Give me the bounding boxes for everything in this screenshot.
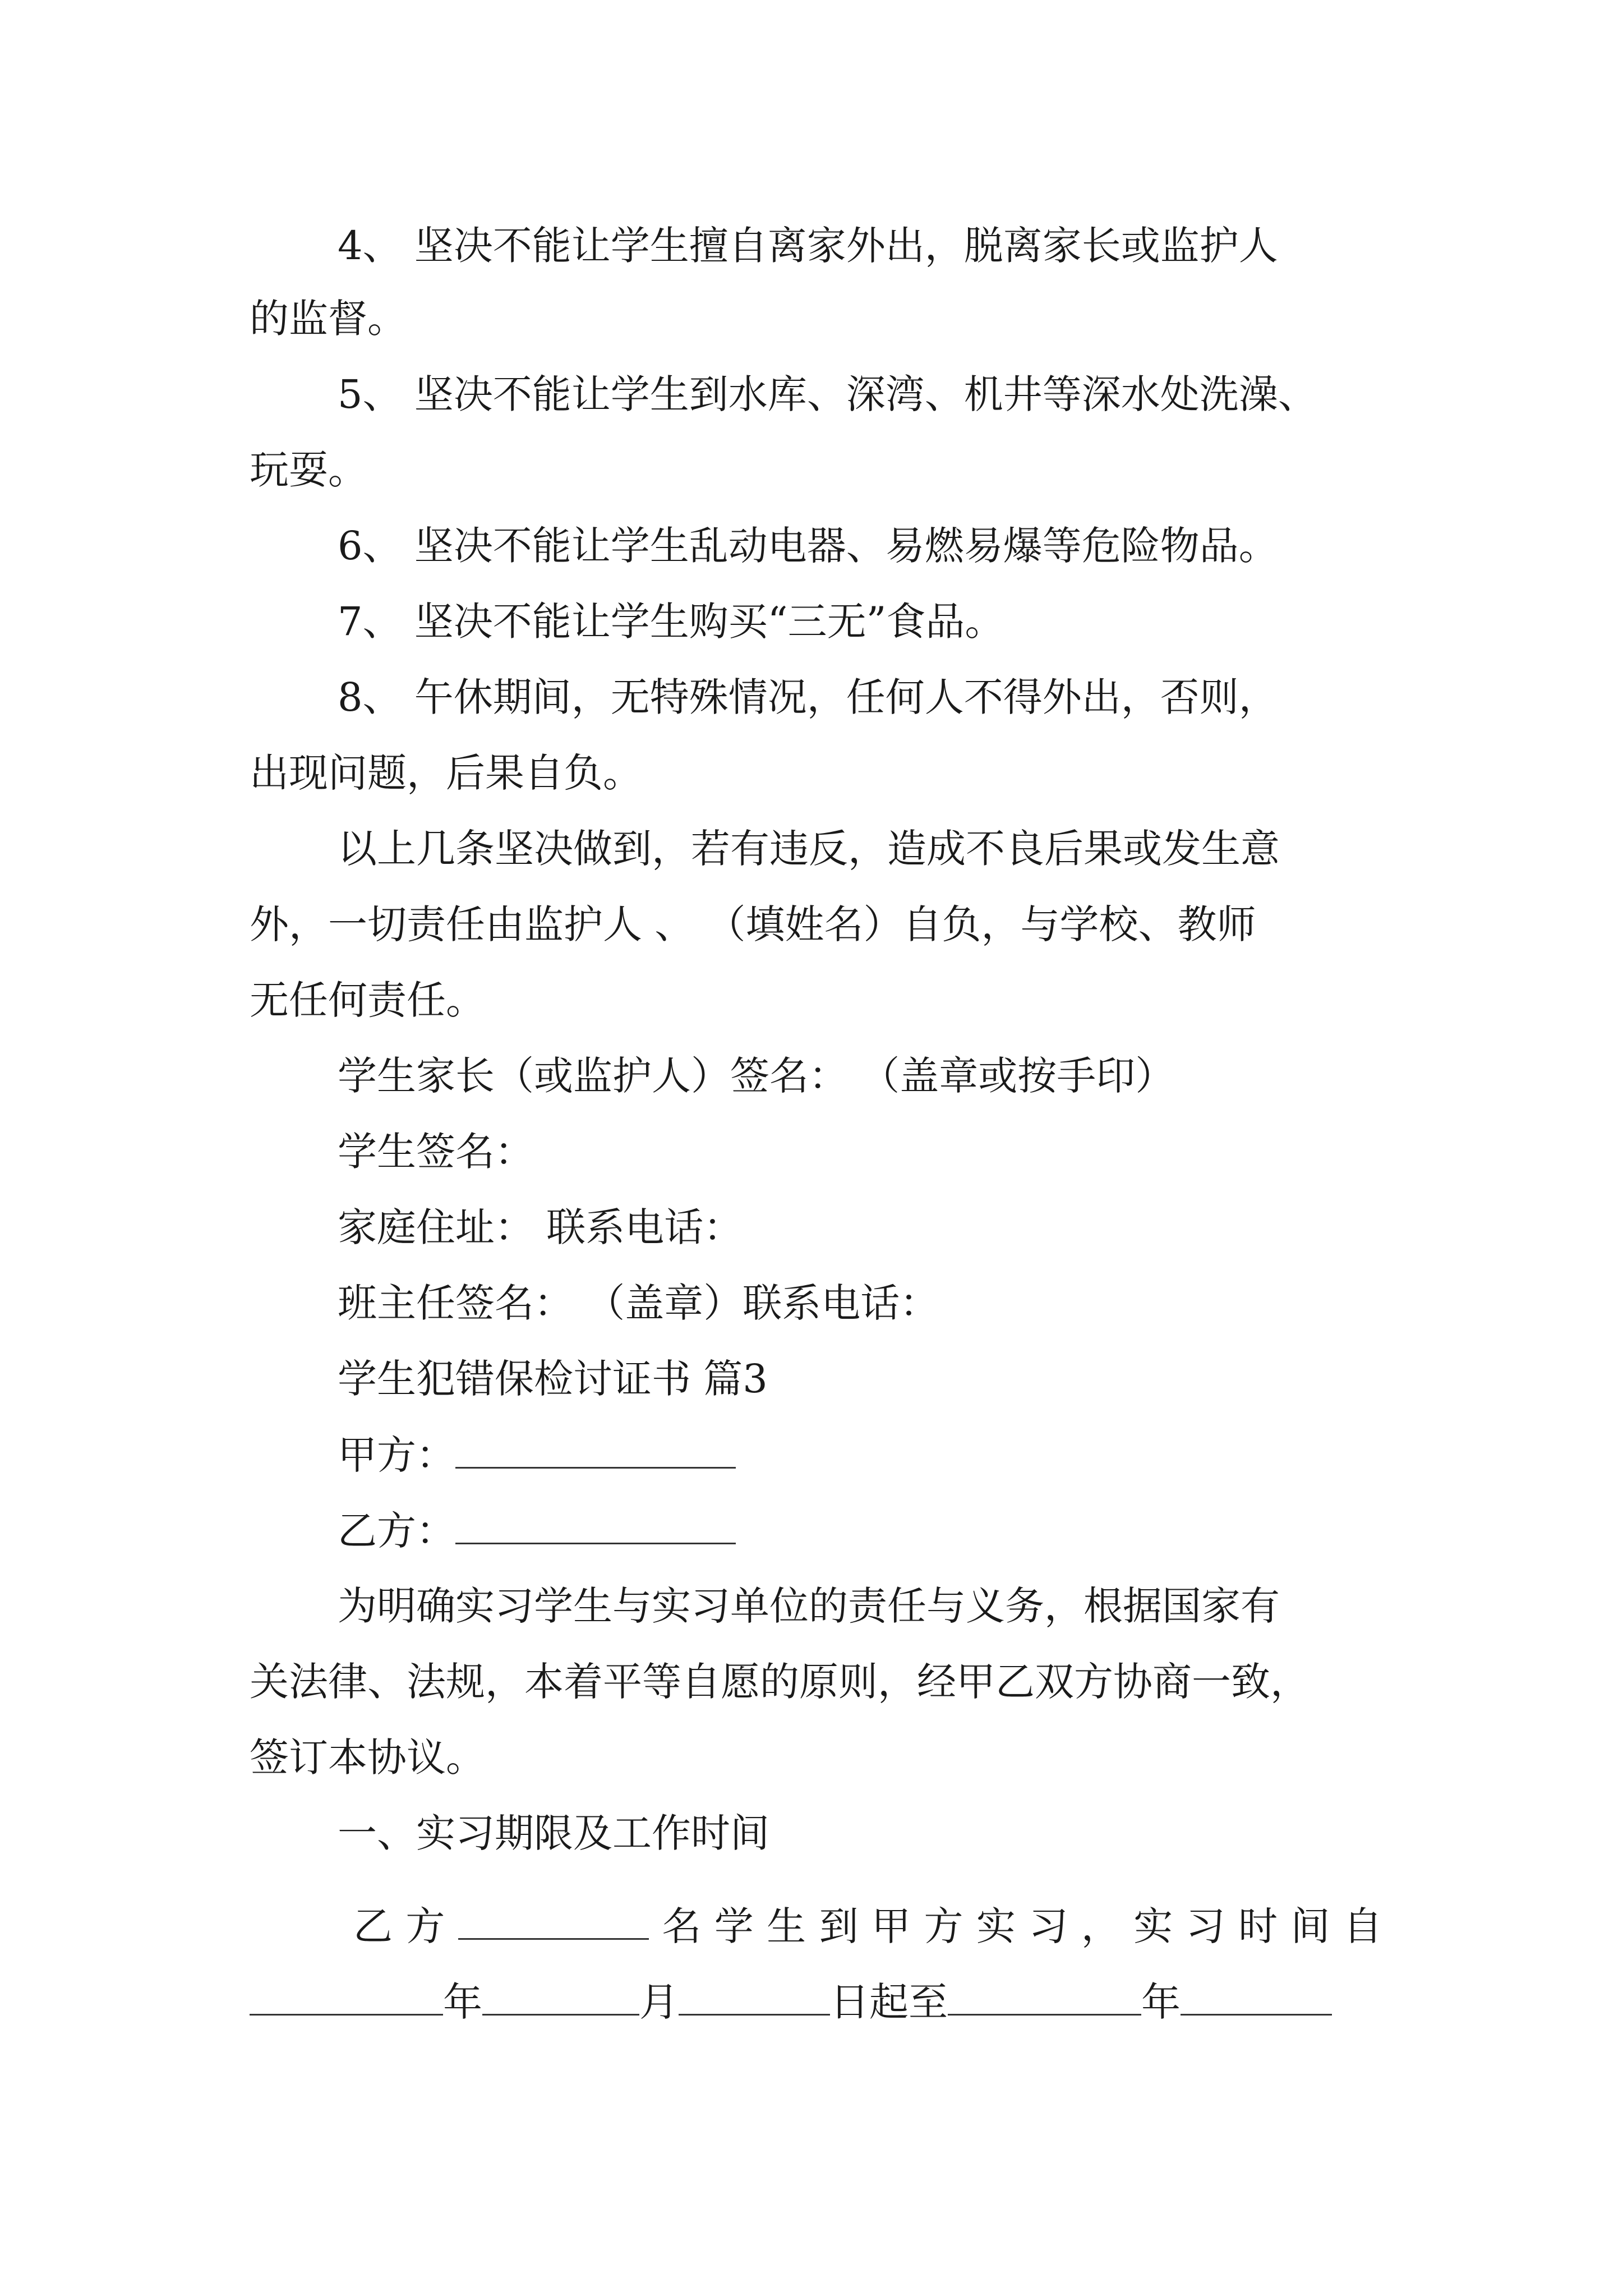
student-count-blank[interactable] (458, 1899, 649, 1940)
signature-line: 家庭住址： 联系电话： (338, 1204, 743, 1250)
day-to-label: 日起至 (830, 1979, 948, 2025)
signature-line: 学生家长（或监护人）签名： （盖章或按手印） (338, 1053, 1175, 1099)
party-a-label: 甲方： (338, 1432, 455, 1478)
paragraph-line: 6、 坚决不能让学生乱动电器、易燃易爆等危险物品。 (338, 523, 1278, 569)
section-heading: 一、实习期限及工作时间 (338, 1810, 769, 1856)
paragraph-line: 出现问题，后果自负。 (250, 750, 642, 796)
party-b-label: 乙方： (338, 1508, 455, 1554)
paragraph-line: 玩耍。 (250, 447, 367, 493)
signature-line: 学生签名： (338, 1129, 534, 1175)
paragraph-line: 无任何责任。 (250, 977, 485, 1023)
paragraph-line: 8、 午休期间，无特殊情况，任何人不得外出，否则， (338, 674, 1278, 720)
start-year-blank[interactable] (250, 1975, 443, 2016)
section-heading: 学生犯错保检讨证书 篇3 (338, 1356, 768, 1402)
start-month-blank[interactable] (482, 1975, 639, 2016)
end-month-blank[interactable] (1181, 1975, 1332, 2016)
paragraph-line: 4、 坚决不能让学生擅自离家外出，脱离家长或监护人 (338, 223, 1278, 269)
internship-party-b: 乙方 (353, 1903, 458, 1949)
end-year-blank[interactable] (948, 1975, 1141, 2016)
month-label: 月 (639, 1979, 679, 2025)
internship-line-2 (250, 1975, 1382, 2028)
paragraph-line: 签订本协议。 (250, 1734, 485, 1780)
paragraph-line: 的监督。 (250, 296, 407, 342)
year-label: 年 (443, 1979, 482, 2025)
party-a-blank[interactable] (455, 1428, 736, 1469)
paragraph-line: 5、 坚决不能让学生到水库、深湾、机井等深水处洗澡、 (338, 371, 1317, 417)
internship-line-1 (353, 1899, 1382, 1953)
party-a-line (338, 1428, 1382, 1481)
paragraph-line: 关法律、法规，本着平等自愿的原则，经甲乙双方协商一致， (250, 1659, 1310, 1705)
paragraph-line: 7、 坚决不能让学生购买“三无”食品。 (338, 599, 1004, 645)
party-b-blank[interactable] (455, 1503, 736, 1544)
paragraph-line: 以上几条坚决做到，若有违反，造成不良后果或发生意 (338, 826, 1280, 872)
paragraph-line: 为明确实习学生与实习单位的责任与义务，根据国家有 (338, 1583, 1280, 1629)
party-b-line (338, 1503, 1382, 1557)
paragraph-line: 外，一切责任由监护人 、 （填姓名）自负，与学校、教师 (250, 901, 1256, 947)
start-day-blank[interactable] (679, 1975, 830, 2016)
year-label-2: 年 (1141, 1979, 1181, 2025)
internship-text: 名学生到甲方实习，实习时间自 (648, 1903, 1382, 1949)
signature-line: 班主任签名： （盖章）联系电话： (338, 1280, 939, 1326)
